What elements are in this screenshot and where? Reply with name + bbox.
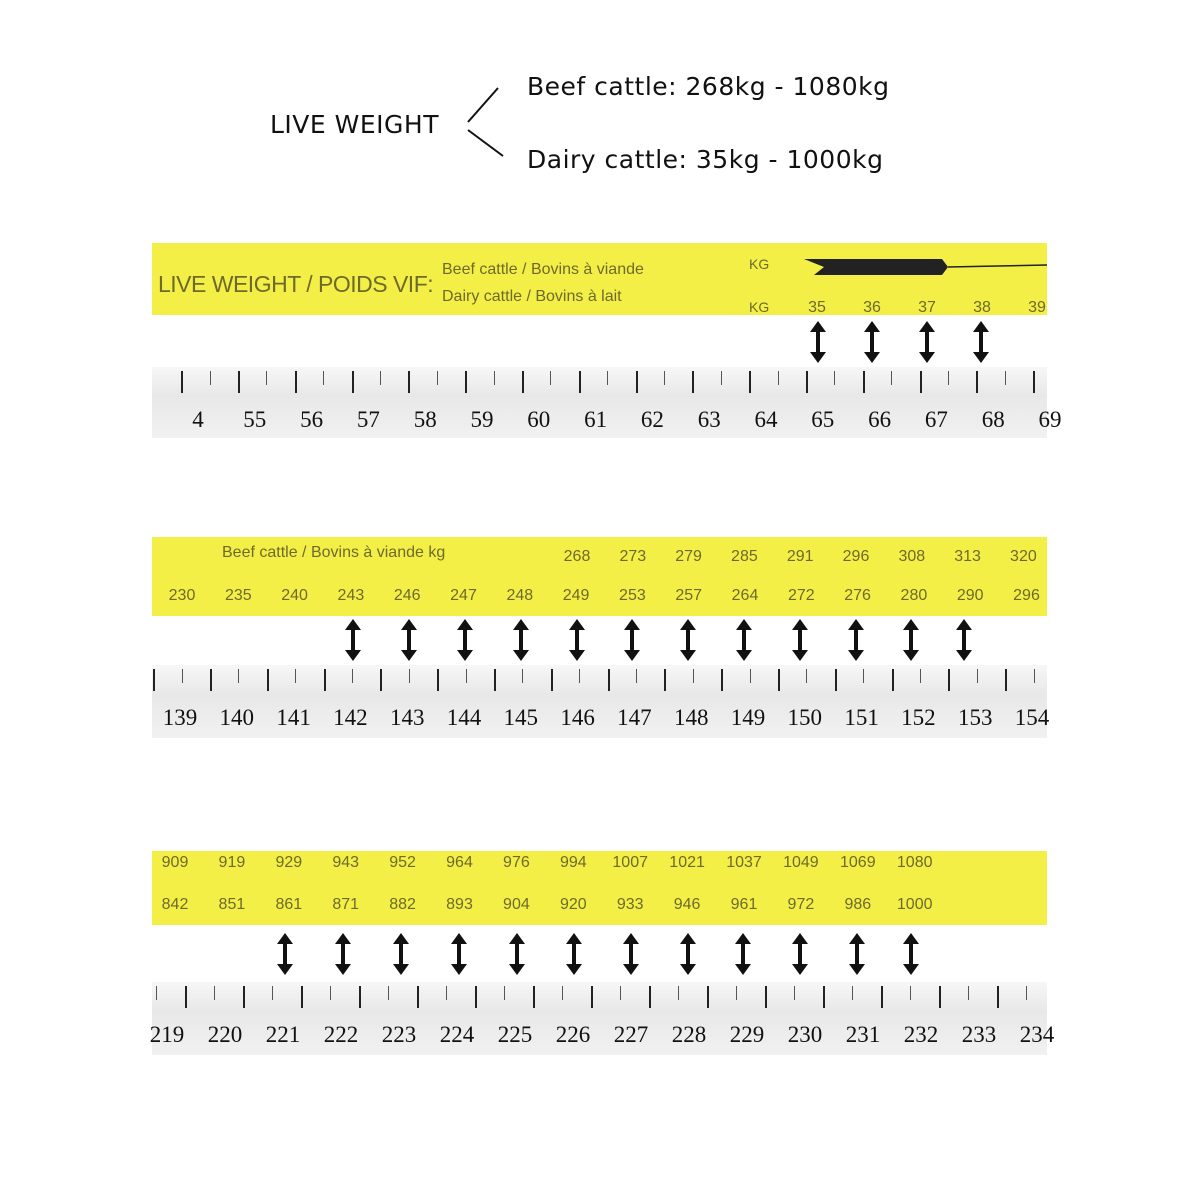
ruler-major-tick [649, 986, 651, 1008]
ruler-major-tick [707, 986, 709, 1008]
ruler-major-tick [1005, 669, 1007, 691]
ruler-minor-tick [948, 371, 949, 385]
tape2-dairy-value: 272 [787, 587, 815, 604]
tape2-dairy-value: 249 [562, 587, 590, 604]
double-arrow-icon [902, 933, 920, 975]
ruler-minor-tick [550, 371, 551, 385]
ruler-major-tick [749, 371, 751, 393]
tape3-dairy-value: 933 [616, 896, 644, 913]
ruler-number: 147 [617, 705, 652, 730]
ruler-number: 62 [640, 407, 664, 432]
tape3-beef-value: 1069 [840, 854, 876, 871]
ruler-number: 67 [924, 407, 948, 432]
tape3-beef-value: 943 [332, 854, 360, 871]
tape2-beef-value: 285 [731, 548, 758, 565]
ruler-minor-tick [678, 986, 679, 1000]
double-arrow-icon [512, 619, 530, 661]
ruler-minor-tick [977, 669, 978, 683]
tape1-dairy-value: 39 [1028, 299, 1046, 316]
ruler-minor-tick [214, 986, 215, 1000]
ruler-minor-tick [494, 371, 495, 385]
ruler-major-tick [920, 371, 922, 393]
ruler-number: 231 [845, 1022, 881, 1047]
ruler-minor-tick [562, 986, 563, 1000]
tape3-dairy-value: 904 [503, 896, 530, 913]
ruler-number: 4 [192, 407, 204, 432]
ruler-major-tick [267, 669, 269, 691]
tape3-beef-value: 929 [275, 854, 303, 871]
double-arrow-icon [679, 619, 697, 661]
ruler-major-tick [579, 371, 581, 393]
tape2-dairy-value: 240 [281, 587, 308, 604]
double-arrow-icon [918, 321, 936, 363]
ruler-major-tick [1033, 371, 1035, 393]
ruler-minor-tick [266, 371, 267, 385]
ruler-minor-tick [834, 371, 835, 385]
double-arrow-icon [791, 933, 809, 975]
ruler-number: 222 [323, 1022, 359, 1047]
ruler-major-tick [210, 669, 212, 691]
header-title: LIVE WEIGHT [270, 110, 439, 139]
header-dairy-range: Dairy cattle: 35kg - 1000kg [527, 145, 884, 174]
double-arrow-icon [450, 933, 468, 975]
tape3-dairy-value: 851 [218, 896, 246, 913]
double-arrow-icon [972, 321, 990, 363]
ruler-minor-tick [910, 986, 911, 1000]
ruler-number: 227 [613, 1022, 649, 1047]
ruler-minor-tick [409, 669, 410, 683]
ruler-major-tick [324, 669, 326, 691]
tape2-dairy-value: 248 [506, 587, 534, 604]
double-arrow-icon [735, 619, 753, 661]
tape2-ruler [152, 665, 1050, 738]
ruler-minor-tick [920, 669, 921, 683]
ruler-number: 220 [207, 1022, 243, 1047]
tape2-dairy-value: 290 [956, 587, 984, 604]
tape3-beef-value: 919 [218, 854, 246, 871]
tape3-dairy-value: 972 [787, 896, 815, 913]
ruler-minor-tick [1005, 371, 1006, 385]
tape3-dairy-value: 961 [730, 896, 758, 913]
tape3-dairy-value: 1000 [896, 896, 933, 913]
tape2-dairy-value: 243 [337, 587, 365, 604]
ruler-number: 60 [527, 407, 551, 432]
ruler-major-tick [408, 371, 410, 393]
ruler-minor-tick [437, 371, 438, 385]
ruler-major-tick [533, 986, 535, 1008]
ruler-minor-tick [664, 371, 665, 385]
ruler-major-tick [608, 669, 610, 691]
ruler-minor-tick [750, 669, 751, 683]
ruler-minor-tick [238, 669, 239, 683]
ruler-minor-tick [721, 371, 722, 385]
tape3-dairy-value: 920 [559, 896, 587, 913]
ruler-major-tick [181, 371, 183, 393]
ruler-number: 140 [219, 705, 255, 730]
ruler-major-tick [417, 986, 419, 1008]
ruler-minor-tick [620, 986, 621, 1000]
ruler-number: 234 [1019, 1022, 1055, 1047]
double-arrow-icon [344, 619, 362, 661]
ruler-major-tick [636, 371, 638, 393]
double-arrow-icon [791, 619, 809, 661]
tape3-beef-value: 976 [503, 854, 530, 871]
ruler-number: 229 [729, 1022, 765, 1047]
ruler-major-tick [692, 371, 694, 393]
ruler-major-tick [721, 669, 723, 691]
ruler-number: 59 [470, 407, 494, 432]
ruler-number: 232 [903, 1022, 939, 1047]
double-arrow-icon [334, 933, 352, 975]
ruler-major-tick [153, 669, 155, 691]
ruler-number: 153 [957, 705, 993, 730]
ruler-number: 68 [981, 407, 1005, 432]
ruler-number: 61 [584, 407, 608, 432]
tape2-dairy-value: 235 [224, 587, 252, 604]
tape2-beef-value: 320 [1010, 548, 1037, 565]
ruler-number: 56 [300, 407, 324, 432]
ruler-number: 55 [243, 407, 267, 432]
tape2-dairy-value: 247 [450, 587, 477, 604]
tape1-beef-label: Beef cattle / Bovins à viande [442, 261, 644, 278]
ruler-number: 146 [560, 705, 595, 730]
ruler-minor-tick [182, 669, 183, 683]
tape2-beef-value: 279 [675, 548, 702, 565]
ruler-number: 145 [503, 705, 539, 730]
double-arrow-icon [863, 321, 881, 363]
ruler-minor-tick [446, 986, 447, 1000]
ruler-minor-tick [522, 669, 523, 683]
double-arrow-icon [456, 619, 474, 661]
ruler-major-tick [243, 986, 245, 1008]
tape3-dairy-value: 882 [389, 896, 416, 913]
ruler-number: 142 [333, 705, 368, 730]
tape1-dairy-value: 36 [863, 299, 881, 316]
ruler-minor-tick [210, 371, 211, 385]
double-arrow-icon [276, 933, 294, 975]
ruler-major-tick [551, 669, 553, 691]
tape3-dairy-value: 946 [673, 896, 701, 913]
ruler-major-tick [301, 986, 303, 1008]
tape2-dairy-value: 230 [168, 587, 196, 604]
ruler-minor-tick [806, 669, 807, 683]
double-arrow-icon [955, 619, 973, 661]
ruler-minor-tick [1034, 669, 1035, 683]
ruler-number: 226 [555, 1022, 591, 1047]
tape3-beef-value: 1080 [896, 854, 933, 871]
tape2-dairy-value: 253 [619, 587, 646, 604]
double-arrow-icon [565, 933, 583, 975]
ruler-minor-tick [352, 669, 353, 683]
ruler-number: 139 [162, 705, 198, 730]
ruler-number: 151 [844, 705, 879, 730]
tape3-beef-value: 1049 [783, 854, 819, 871]
ruler-number: 143 [389, 705, 425, 730]
ruler-major-tick [806, 371, 808, 393]
double-arrow-icon [623, 619, 641, 661]
ruler-number: 58 [413, 407, 437, 432]
ruler-major-tick [664, 669, 666, 691]
ruler-minor-tick [295, 669, 296, 683]
tape3-beef-value: 1021 [669, 854, 705, 871]
ruler-number: 152 [901, 705, 936, 730]
ruler-number: 63 [697, 407, 721, 432]
tape3-dairy-value: 986 [844, 896, 872, 913]
ruler-major-tick [939, 986, 941, 1008]
ruler-minor-tick [504, 986, 505, 1000]
ruler-major-tick [522, 371, 524, 393]
tape2-dairy-value: 276 [844, 587, 871, 604]
tape2-dairy-value: 246 [393, 587, 421, 604]
tape3-yellow-band [152, 851, 1047, 925]
ruler-major-tick [359, 986, 361, 1008]
ruler-major-tick [295, 371, 297, 393]
tape2-dairy-value: 280 [900, 587, 928, 604]
tape3-dairy-value: 842 [161, 896, 189, 913]
ruler-minor-tick [607, 371, 608, 385]
ruler-major-tick [238, 371, 240, 393]
double-arrow-icon [622, 933, 640, 975]
tape3-dairy-value: 861 [275, 896, 303, 913]
ruler-major-tick [976, 371, 978, 393]
double-arrow-icon [848, 933, 866, 975]
ruler-minor-tick [636, 669, 637, 683]
ruler-number: 233 [961, 1022, 997, 1047]
header-beef-range: Beef cattle: 268kg - 1080kg [527, 72, 890, 101]
ruler-number: 154 [1014, 705, 1050, 730]
tape2-dairy-value: 257 [675, 587, 703, 604]
tape3-dairy-value: 893 [446, 896, 473, 913]
ruler-major-tick [997, 986, 999, 1008]
tape3-beef-value: 952 [389, 854, 416, 871]
ruler-number: 225 [497, 1022, 533, 1047]
ruler-number: 69 [1038, 407, 1062, 432]
ruler-major-tick [823, 986, 825, 1008]
tape3-beef-value: 909 [161, 854, 189, 871]
ruler-minor-tick [466, 669, 467, 683]
tape1-kg-label-top: KG [749, 256, 770, 272]
ruler-major-tick [380, 669, 382, 691]
tape1-dairy-label: Dairy cattle / Bovins à lait [442, 288, 622, 305]
ruler-number: 149 [730, 705, 766, 730]
tape2-beef-value: 308 [898, 548, 926, 565]
ruler-number: 150 [787, 705, 823, 730]
tape2-beef-value: 273 [619, 548, 647, 565]
tape3-beef-value: 994 [559, 854, 587, 871]
tape1-pointer-marker [802, 251, 1047, 281]
tape2-dairy-value: 264 [731, 587, 759, 604]
ruler-major-tick [185, 986, 187, 1008]
ruler-major-tick [778, 669, 780, 691]
ruler-number: 66 [868, 407, 892, 432]
ruler-number: 148 [673, 705, 709, 730]
tape1-title: LIVE WEIGHT / POIDS VIF: [158, 271, 434, 297]
tape1-yellow-band [152, 243, 1047, 315]
ruler-minor-tick [579, 669, 580, 683]
ruler-number: 141 [276, 705, 311, 730]
ruler-minor-tick [852, 986, 853, 1000]
tape2-beef-value: 296 [842, 548, 870, 565]
ruler-number: 65 [811, 407, 835, 432]
ruler-number: 224 [439, 1022, 475, 1047]
tape2-yellow-band [152, 537, 1047, 616]
ruler-number: 144 [446, 705, 482, 730]
double-arrow-icon [400, 619, 418, 661]
ruler-major-tick [475, 986, 477, 1008]
ruler-minor-tick [272, 986, 273, 1000]
ruler-number: 64 [754, 407, 778, 432]
ruler-minor-tick [388, 986, 389, 1000]
ruler-minor-tick [891, 371, 892, 385]
tape2-beef-value: 291 [786, 548, 814, 565]
ruler-number: 221 [265, 1022, 301, 1047]
double-arrow-icon [392, 933, 410, 975]
ruler-major-tick [352, 371, 354, 393]
double-arrow-icon [568, 619, 586, 661]
tape3-beef-value: 1007 [612, 854, 648, 871]
ruler-minor-tick [968, 986, 969, 1000]
ruler-minor-tick [794, 986, 795, 1000]
ruler-major-tick [591, 986, 593, 1008]
double-arrow-icon [679, 933, 697, 975]
tape1-dairy-value: 38 [973, 299, 991, 316]
ruler-number: 230 [787, 1022, 823, 1047]
double-arrow-icon [508, 933, 526, 975]
ruler-minor-tick [156, 986, 157, 1000]
ruler-major-tick [765, 986, 767, 1008]
ruler-minor-tick [778, 371, 779, 385]
ruler-number: 57 [356, 407, 380, 432]
double-arrow-icon [902, 619, 920, 661]
ruler-minor-tick [693, 669, 694, 683]
tape1-ruler [152, 367, 1062, 438]
ruler-minor-tick [863, 669, 864, 683]
tape1-dairy-value: 35 [808, 299, 826, 316]
double-arrow-icon [734, 933, 752, 975]
tape1-kg-label-bottom: KG [749, 299, 770, 315]
double-arrow-icon [809, 321, 827, 363]
ruler-minor-tick [323, 371, 324, 385]
ruler-number: 228 [671, 1022, 707, 1047]
ruler-minor-tick [330, 986, 331, 1000]
ruler-minor-tick [380, 371, 381, 385]
ruler-major-tick [892, 669, 894, 691]
tape2-beef-value: 268 [563, 548, 591, 565]
tape1-dairy-value: 37 [918, 299, 936, 316]
tape2-beef-value: 313 [954, 548, 981, 565]
ruler-major-tick [465, 371, 467, 393]
tape2-beef-label: Beef cattle / Bovins à viande kg [222, 544, 446, 561]
tape2-dairy-value: 296 [1013, 587, 1040, 604]
ruler-major-tick [948, 669, 950, 691]
ruler-number: 219 [149, 1022, 185, 1047]
header-brace [465, 82, 515, 162]
ruler-major-tick [881, 986, 883, 1008]
double-arrow-icon [847, 619, 865, 661]
ruler-number: 223 [381, 1022, 417, 1047]
tape3-beef-value: 1037 [726, 854, 762, 871]
ruler-major-tick [494, 669, 496, 691]
ruler-major-tick [863, 371, 865, 393]
tape3-dairy-value: 871 [332, 896, 360, 913]
ruler-major-tick [437, 669, 439, 691]
tape3-ruler [149, 982, 1055, 1055]
ruler-minor-tick [1026, 986, 1027, 1000]
tape3-beef-value: 964 [446, 854, 473, 871]
ruler-minor-tick [736, 986, 737, 1000]
ruler-major-tick [835, 669, 837, 691]
